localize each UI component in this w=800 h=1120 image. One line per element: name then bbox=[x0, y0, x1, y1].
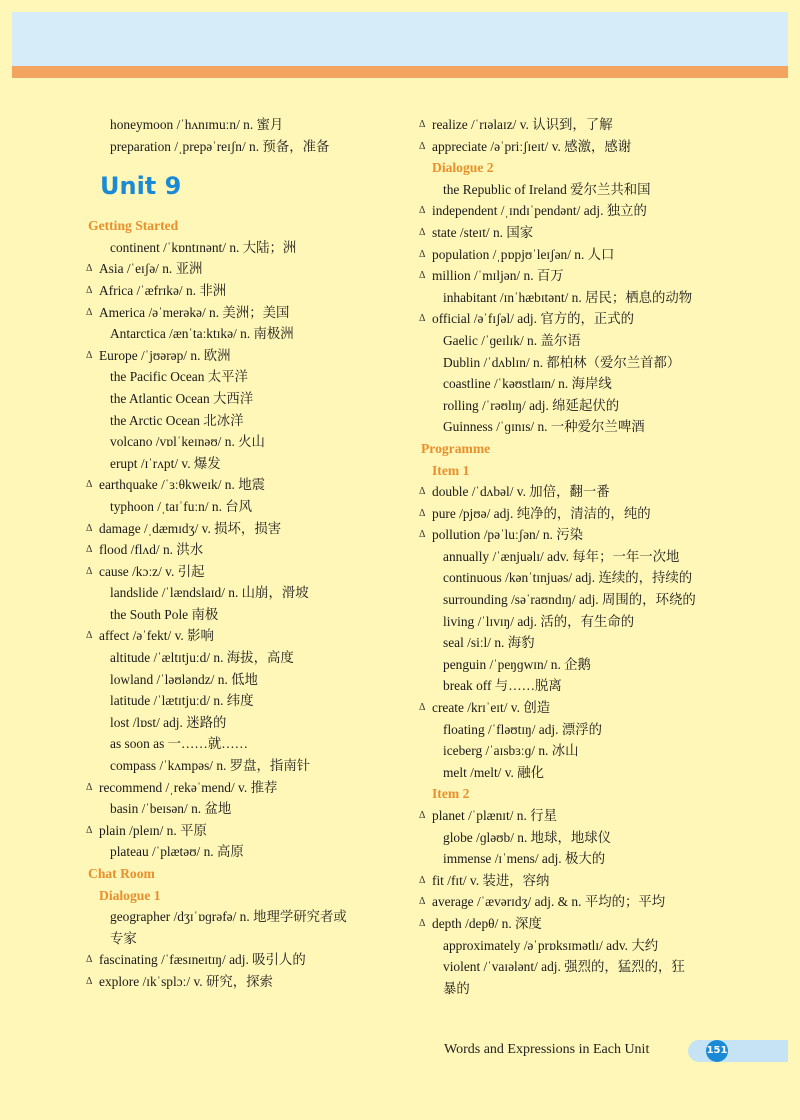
entry-text: double /ˈdʌbəl/ v. 加倍，翻一番 bbox=[432, 484, 610, 500]
entry-text: iceberg /ˈaɪsbɜːɡ/ n. 冰山 bbox=[443, 743, 579, 759]
entry-continuation bbox=[86, 928, 386, 950]
vocab-entry bbox=[419, 935, 719, 957]
entry-text: floating /ˈfləʊtɪŋ/ adj. 漂浮的 bbox=[443, 721, 603, 737]
delta-marker: Δ bbox=[419, 507, 426, 519]
vocab-entry bbox=[86, 496, 386, 518]
delta-marker: Δ bbox=[419, 205, 426, 217]
entry-text: landslide /ˈlændslaɪd/ n. 山崩，滑坡 bbox=[110, 585, 309, 601]
delta-marker: Δ bbox=[86, 349, 93, 361]
vocab-entry bbox=[86, 431, 386, 453]
entry-text: affect /əˈfekt/ v. 影响 bbox=[99, 628, 214, 644]
delta-marker: Δ bbox=[419, 529, 426, 541]
vocab-entry bbox=[419, 675, 719, 697]
entry-text: depth /depθ/ n. 深度 bbox=[432, 915, 542, 931]
delta-marker: Δ bbox=[419, 874, 426, 886]
delta-marker: Δ bbox=[86, 306, 93, 318]
vocab-entry bbox=[86, 136, 386, 158]
entry-text: 暴的 bbox=[443, 980, 470, 996]
vocab-entry bbox=[86, 388, 386, 410]
entry-text: violent /ˈvaɪələnt/ adj. 强烈的，猛烈的，狂 bbox=[443, 959, 685, 975]
entry-text: Item 1 bbox=[432, 462, 470, 478]
entry-text: Gaelic /ˈɡeɪlɪk/ n. 盖尔语 bbox=[443, 332, 581, 348]
delta-marker: Δ bbox=[419, 270, 426, 282]
vocab-entry bbox=[419, 589, 719, 611]
vocab-entry bbox=[419, 611, 719, 633]
entry-text: Item 2 bbox=[432, 786, 470, 802]
subsection-heading bbox=[419, 460, 719, 482]
entry-text: recommend /ˌrekəˈmend/ v. 推荐 bbox=[99, 779, 278, 795]
entry-text: Guinness /ˈɡɪnɪs/ n. 一种爱尔兰啤酒 bbox=[443, 419, 645, 435]
footer-title: Words and Expressions in Each Unit bbox=[444, 1042, 650, 1057]
vocab-entry bbox=[419, 524, 719, 546]
delta-marker: Δ bbox=[86, 824, 93, 836]
vocab-entry bbox=[86, 366, 386, 388]
subsection-heading bbox=[86, 885, 386, 907]
vocab-entry bbox=[86, 302, 386, 324]
entry-text: lost /lɒst/ adj. 迷路的 bbox=[110, 714, 227, 730]
vocab-entry bbox=[419, 481, 719, 503]
entry-text: latitude /ˈlætɪtjuːd/ n. 纬度 bbox=[110, 693, 254, 709]
vocab-entry bbox=[419, 567, 719, 589]
vocab-entry bbox=[86, 453, 386, 475]
vocab-entry bbox=[86, 777, 386, 799]
vocab-entry bbox=[419, 956, 719, 978]
entry-continuation bbox=[419, 978, 719, 1000]
entry-text: population /ˌpɒpjʊˈleɪʃən/ n. 人口 bbox=[432, 246, 615, 262]
entry-text: erupt /ɪˈrʌpt/ v. 爆发 bbox=[110, 455, 221, 471]
entry-text: the South Pole 南极 bbox=[110, 606, 219, 622]
delta-marker: Δ bbox=[419, 896, 426, 908]
entry-text: appreciate /əˈpriːʃɪeɪt/ v. 感激，感谢 bbox=[432, 138, 632, 154]
delta-marker: Δ bbox=[419, 313, 426, 325]
entry-text: Asia /ˈeɪʃə/ n. 亚洲 bbox=[99, 261, 203, 277]
entry-text: the Atlantic Ocean 大西洋 bbox=[110, 390, 254, 406]
unit-heading: Unit 9 bbox=[100, 172, 182, 201]
entry-text: Africa /ˈæfrɪkə/ n. 非洲 bbox=[99, 282, 227, 298]
entry-text: Dialogue 2 bbox=[432, 160, 494, 176]
delta-marker: Δ bbox=[86, 565, 93, 577]
vocab-entry bbox=[419, 200, 719, 222]
entry-text: official /əˈfɪʃəl/ adj. 官方的，正式的 bbox=[432, 311, 635, 327]
entry-text: penguin /ˈpeŋɡwɪn/ n. 企鹅 bbox=[443, 656, 591, 672]
vocab-entry bbox=[419, 848, 719, 870]
entry-text: the Republic of Ireland 爱尔兰共和国 bbox=[443, 181, 651, 197]
entry-text: approximately /əˈprɒksɪmətlɪ/ adv. 大约 bbox=[443, 937, 659, 953]
entry-text: compass /ˈkʌmpəs/ n. 罗盘，指南针 bbox=[110, 758, 311, 774]
entry-text: Europe /ˈjʊərəp/ n. 欧洲 bbox=[99, 347, 231, 363]
entry-text: lowland /ˈləʊləndz/ n. 低地 bbox=[110, 671, 258, 687]
vocab-entry bbox=[86, 949, 386, 971]
entry-text: immense /ɪˈmens/ adj. 极大的 bbox=[443, 851, 606, 867]
vocab-entry bbox=[419, 697, 719, 719]
vocab-entry bbox=[86, 906, 386, 928]
vocab-entry bbox=[86, 539, 386, 561]
vocab-entry bbox=[419, 244, 719, 266]
vocab-entry bbox=[419, 352, 719, 374]
entry-text: plain /pleɪn/ n. 平原 bbox=[99, 822, 207, 838]
vocab-entry bbox=[86, 712, 386, 734]
entry-text: volcano /vɒlˈkeɪnəʊ/ n. 火山 bbox=[110, 434, 265, 450]
vocab-entry bbox=[419, 287, 719, 309]
delta-marker: Δ bbox=[419, 917, 426, 929]
vocab-entry bbox=[86, 733, 386, 755]
entry-text: rolling /ˈrəʊlɪŋ/ adj. 绵延起伏的 bbox=[443, 397, 620, 413]
entry-text: Antarctica /ænˈtaːktɪkə/ n. 南极洲 bbox=[110, 326, 294, 342]
subsection-heading bbox=[419, 783, 719, 805]
vocab-entry bbox=[419, 827, 719, 849]
delta-marker: Δ bbox=[419, 810, 426, 821]
entry-text: realize /ˈrɪəlaɪz/ v. 认识到，了解 bbox=[432, 117, 613, 132]
vocab-entry bbox=[419, 416, 719, 438]
vocab-entry bbox=[419, 719, 719, 741]
vocab-entry bbox=[86, 798, 386, 820]
delta-marker: Δ bbox=[86, 479, 93, 491]
entry-text: continent /ˈkɒntɪnənt/ n. 大陆；洲 bbox=[110, 239, 297, 255]
delta-marker: Δ bbox=[86, 954, 93, 966]
entry-text: honeymoon /ˈhʌnɪmuːn/ n. 蜜月 bbox=[110, 117, 284, 132]
entry-text: pollution /pəˈluːʃən/ n. 污染 bbox=[432, 527, 583, 543]
page-number: 151 bbox=[706, 1040, 728, 1062]
entry-text: continuous /kənˈtɪnjuəs/ adj. 连续的，持续的 bbox=[443, 570, 693, 586]
vocab-entry bbox=[86, 410, 386, 432]
vocab-entry bbox=[419, 136, 719, 158]
vocab-entry bbox=[419, 330, 719, 352]
entry-text: annually /ˈænjuəlɪ/ adv. 每年；一年一次地 bbox=[443, 548, 680, 564]
delta-marker: Δ bbox=[86, 284, 93, 296]
vocab-entry bbox=[419, 632, 719, 654]
vocab-entry bbox=[419, 308, 719, 330]
subsection-heading bbox=[419, 157, 719, 179]
vocab-entry bbox=[86, 690, 386, 712]
vocab-entry bbox=[86, 323, 386, 345]
entry-text: fit /fɪt/ v. 装进，容纳 bbox=[432, 872, 550, 888]
vocab-entry bbox=[86, 820, 386, 842]
vocab-entry bbox=[86, 237, 386, 259]
vocab-entry bbox=[419, 913, 719, 935]
vocab-entry bbox=[86, 114, 386, 136]
vocab-entry bbox=[86, 841, 386, 863]
vocab-entry bbox=[419, 222, 719, 244]
delta-marker: Δ bbox=[86, 263, 93, 275]
vocab-entry bbox=[419, 265, 719, 287]
entry-text: preparation /ˌprepəˈreɪʃn/ n. 预备，准备 bbox=[110, 138, 330, 154]
delta-marker: Δ bbox=[86, 630, 93, 642]
entry-text: break off 与……脱离 bbox=[443, 678, 562, 694]
entry-text: cause /kɔːz/ v. 引起 bbox=[99, 563, 205, 579]
entry-text: typhoon /ˌtaɪˈfuːn/ n. 台风 bbox=[110, 498, 253, 514]
entry-text: geographer /dʒɪˈɒɡrəfə/ n. 地理学研究者或 bbox=[110, 909, 347, 925]
entry-text: the Pacific Ocean 太平洋 bbox=[110, 369, 248, 385]
entry-text: 专家 bbox=[110, 930, 137, 946]
entry-text: Dialogue 1 bbox=[99, 887, 161, 903]
vocab-entry bbox=[419, 503, 719, 525]
entry-text: pure /pjʊə/ adj. 纯净的，清洁的，纯的 bbox=[432, 505, 651, 521]
header-band bbox=[12, 12, 788, 66]
delta-marker: Δ bbox=[86, 544, 93, 556]
entry-text: damage /ˌdæmɪdʒ/ v. 损坏，损害 bbox=[99, 520, 282, 536]
entry-text: create /krɪˈeɪt/ v. 创造 bbox=[432, 700, 551, 716]
vocab-entry bbox=[419, 114, 719, 136]
vocab-entry bbox=[86, 518, 386, 540]
vocab-entry bbox=[419, 179, 719, 201]
entry-text: plateau /ˈplætəʊ/ n. 高原 bbox=[110, 844, 244, 860]
vocab-entry bbox=[419, 395, 719, 417]
vocab-entry bbox=[86, 604, 386, 626]
vocab-entry bbox=[419, 740, 719, 762]
vocab-entry bbox=[419, 805, 719, 827]
right-column bbox=[419, 114, 719, 999]
vocab-entry bbox=[86, 582, 386, 604]
entry-text: state /steɪt/ n. 国家 bbox=[432, 224, 534, 240]
entry-text: flood /flʌd/ n. 洪水 bbox=[99, 542, 204, 558]
entry-text: million /ˈmɪljən/ n. 百万 bbox=[432, 268, 564, 284]
delta-marker: Δ bbox=[419, 486, 426, 498]
entry-text: globe /ɡləʊb/ n. 地球，地球仪 bbox=[443, 829, 612, 845]
delta-marker: Δ bbox=[419, 248, 426, 260]
delta-marker: Δ bbox=[419, 226, 426, 238]
entry-text: altitude /ˈæltɪtjuːd/ n. 海拔，高度 bbox=[110, 650, 294, 666]
vocab-entry bbox=[86, 345, 386, 367]
delta-marker: Δ bbox=[86, 522, 93, 534]
entry-text: fascinating /ˈfæsɪneɪtɪŋ/ adj. 吸引人的 bbox=[99, 952, 306, 968]
vocab-entry bbox=[86, 971, 386, 993]
entry-text: as soon as 一……就…… bbox=[110, 736, 248, 752]
vocab-entry bbox=[86, 755, 386, 777]
header-stripe bbox=[12, 66, 788, 78]
entry-text: inhabitant /ɪnˈhæbɪtənt/ n. 居民；栖息的动物 bbox=[443, 289, 693, 305]
vocab-entry bbox=[419, 654, 719, 676]
entry-text: seal /siːl/ n. 海豹 bbox=[443, 635, 535, 651]
vocab-entry bbox=[86, 258, 386, 280]
delta-marker: Δ bbox=[419, 702, 426, 714]
entry-text: melt /melt/ v. 融化 bbox=[443, 764, 545, 780]
vocab-entry bbox=[86, 669, 386, 691]
vocab-entry bbox=[419, 546, 719, 568]
entry-text: Programme bbox=[421, 440, 491, 456]
section-heading bbox=[86, 215, 386, 237]
footer-tab bbox=[688, 1040, 788, 1062]
entry-text: living /ˈlɪvɪŋ/ adj. 活的，有生命的 bbox=[443, 613, 635, 629]
entry-text: planet /ˈplænɪt/ n. 行星 bbox=[432, 808, 557, 823]
vocab-entry bbox=[86, 625, 386, 647]
section-heading bbox=[86, 863, 386, 885]
vocab-entry bbox=[419, 373, 719, 395]
vocab-entry bbox=[86, 561, 386, 583]
entry-text: earthquake /ˈɜːθkweɪk/ n. 地震 bbox=[99, 477, 265, 493]
entry-text: Chat Room bbox=[88, 866, 155, 881]
entry-text: coastline /ˈkəʊstlaɪn/ n. 海岸线 bbox=[443, 376, 612, 392]
entry-text: surrounding /səˈraʊndɪŋ/ adj. 周围的，环绕的 bbox=[443, 592, 696, 608]
entry-text: basin /ˈbeɪsən/ n. 盆地 bbox=[110, 801, 232, 817]
delta-marker: Δ bbox=[86, 975, 93, 987]
entry-text: the Arctic Ocean 北冰洋 bbox=[110, 412, 244, 428]
section-heading bbox=[419, 438, 719, 460]
entry-text: America /əˈmerəkə/ n. 美洲；美国 bbox=[99, 304, 290, 320]
vocab-entry bbox=[86, 474, 386, 496]
delta-marker: Δ bbox=[86, 781, 93, 793]
vocab-entry bbox=[86, 647, 386, 669]
vocab-entry bbox=[86, 280, 386, 302]
delta-marker: Δ bbox=[419, 119, 426, 130]
vocab-entry bbox=[419, 762, 719, 784]
entry-text: Getting Started bbox=[88, 218, 179, 234]
entry-text: average /ˈævərɪdʒ/ adj. & n. 平均的；平均 bbox=[432, 894, 666, 910]
left-column bbox=[86, 114, 386, 993]
vocab-entry bbox=[419, 870, 719, 892]
entry-text: Dublin /ˈdʌblɪn/ n. 都柏林（爱尔兰首都） bbox=[443, 354, 681, 370]
vocab-entry bbox=[419, 891, 719, 913]
delta-marker: Δ bbox=[419, 140, 426, 152]
entry-text: explore /ɪkˈsplɔː/ v. 研究，探索 bbox=[99, 973, 273, 989]
entry-text: independent /ˌɪndɪˈpendənt/ adj. 独立的 bbox=[432, 203, 647, 219]
